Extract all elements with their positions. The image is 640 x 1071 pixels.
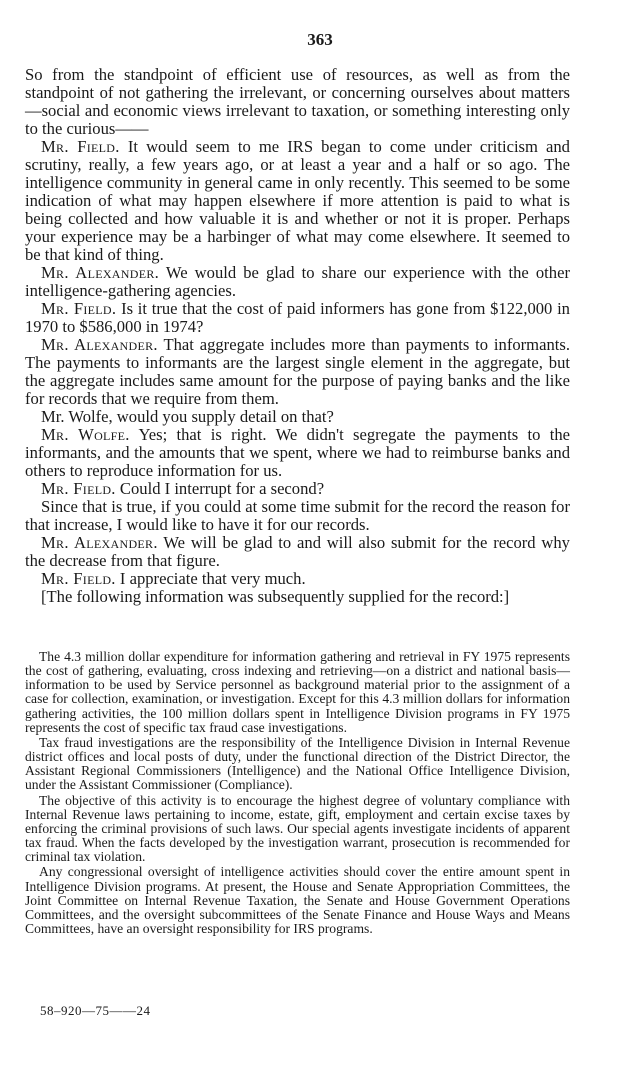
speaker-name: Mr. Field. xyxy=(41,479,116,498)
speaker-name: Mr. Alexander. xyxy=(41,263,160,282)
speaker-name: Mr. Field. xyxy=(41,137,120,156)
transcript-paragraph xyxy=(25,336,570,408)
page-number: 363 xyxy=(307,30,333,49)
paragraph-text: It would seem to me IRS began to come under criticism and scrutiny, really, a few years ago, or at least a year and a half or so ago. The intelligence community in general came in only recently. This seemed to be some indication of what may happen elsewhere if more attention is paid to what is being collected and how valuable it is and whether or not it is proper. Perhaps your experience may be a harbinger of what may come elsewhere. It seemed to be that kind of thing. xyxy=(25,137,570,264)
transcript-paragraph xyxy=(25,66,570,138)
paragraph-text: That aggregate includes more than payments to informants. The payments to informants are the largest single element in the aggregate, but the aggregate includes same amount for the purpose of paying banks and the like for records that we require from them. xyxy=(25,335,570,408)
speaker-name: Mr. Alexander. xyxy=(41,335,158,354)
transcript-paragraph xyxy=(25,498,570,534)
paragraph-text: Yes; that is right. We didn't segregate the payments to the informants, and the amounts that we spent, where we had to reimburse banks and others to reproduce information for us. xyxy=(25,425,570,480)
transcript-paragraph xyxy=(25,138,570,264)
paragraph-text: Is it true that the cost of paid informers has gone from $122,000 in 1970 to $586,000 in 1974? xyxy=(25,299,570,336)
transcript-paragraph xyxy=(25,480,570,498)
transcript-paragraph xyxy=(25,534,570,570)
speaker-name: Mr. Field. xyxy=(41,569,116,588)
footer-print-code: 58–920—75——24 xyxy=(40,1003,151,1018)
speaker-name: Mr. Wolfe. xyxy=(41,425,130,444)
transcript-paragraph xyxy=(25,300,570,336)
transcript-paragraph xyxy=(25,570,570,588)
transcript-paragraph xyxy=(25,264,570,300)
inserted-paragraph: Any congressional oversight of intelligence activities should cover the entire amount spent in Intelligence Division programs. At present, the House and Senate Appropriation Committees, the Joint Committee on Internal Revenue Taxation, the Senate and House Government Operations Committees, and the oversight subcommittees of the Senate Finance and House Ways and Means Committees, have an oversight responsibility for IRS programs. xyxy=(25,864,570,936)
paragraph-text: I appreciate that very much. xyxy=(119,569,306,588)
paragraph-text: Could I interrupt for a second? xyxy=(119,479,325,498)
paragraph-text: [The following information was subsequently supplied for the record:] xyxy=(41,587,510,606)
inserted-record-material xyxy=(25,650,570,937)
paragraph-text: Mr. Wolfe, would you supply detail on that? xyxy=(41,407,334,426)
speaker-name: Mr. Alexander. xyxy=(41,533,158,552)
paragraph-text: We would be glad to share our experience with the other intelligence-gathering agencies. xyxy=(25,263,570,300)
paragraph-text: Since that is true, if you could at some time submit for the record the reason for that increase, I would like to have it for our records. xyxy=(25,497,570,534)
speaker-name: Mr. Field. xyxy=(41,299,117,318)
inserted-paragraph: The 4.3 million dollar expenditure for information gathering and retrieval in FY 1975 represents the cost of gathering, evaluating, cross indexing and retrieving—on a district and national basis—information to be used by Service personnel as background material prior to the assignment of a case for collection, examination, or investigation. Except for this 4.3 million dollars for information gathering activities, the 100 million dollars spent in Intelligence Division programs in FY 1975 represents the cost of specific tax fraud case investigations. xyxy=(25,649,570,735)
paragraph-text: So from the standpoint of efficient use of resources, as well as from the standpoint of not gathering the irrelevant, or concerning ourselves about matters—social and economic views irrelevant to taxation, or something interesting only to the curious—— xyxy=(25,65,570,138)
transcript-paragraph xyxy=(25,588,570,606)
transcript-paragraph xyxy=(25,426,570,480)
inserted-paragraph: The objective of this activity is to encourage the highest degree of voluntary compliance with Internal Revenue laws pertaining to income, estate, gift, employment and certain excise taxes by enforcing the criminal provisions of such laws. Our special agents investigate incidents of apparent tax fraud. When the facts developed by the investigation warrant, prosecution is recommended for criminal tax violation. xyxy=(25,792,570,865)
hearing-transcript xyxy=(25,66,570,606)
inserted-paragraph: Tax fraud investigations are the responsibility of the Intelligence Division in Internal Revenue district offices and local posts of duty, under the functional direction of the District Director, the Assistant Regional Commissioners (Intelligence) and the National Office Intelligence Division, under the Assistant Commissioner (Compliance). xyxy=(25,734,570,793)
transcript-paragraph xyxy=(25,408,570,426)
paragraph-text: We will be glad to and will also submit for the record why the decrease from that figure. xyxy=(25,533,570,570)
